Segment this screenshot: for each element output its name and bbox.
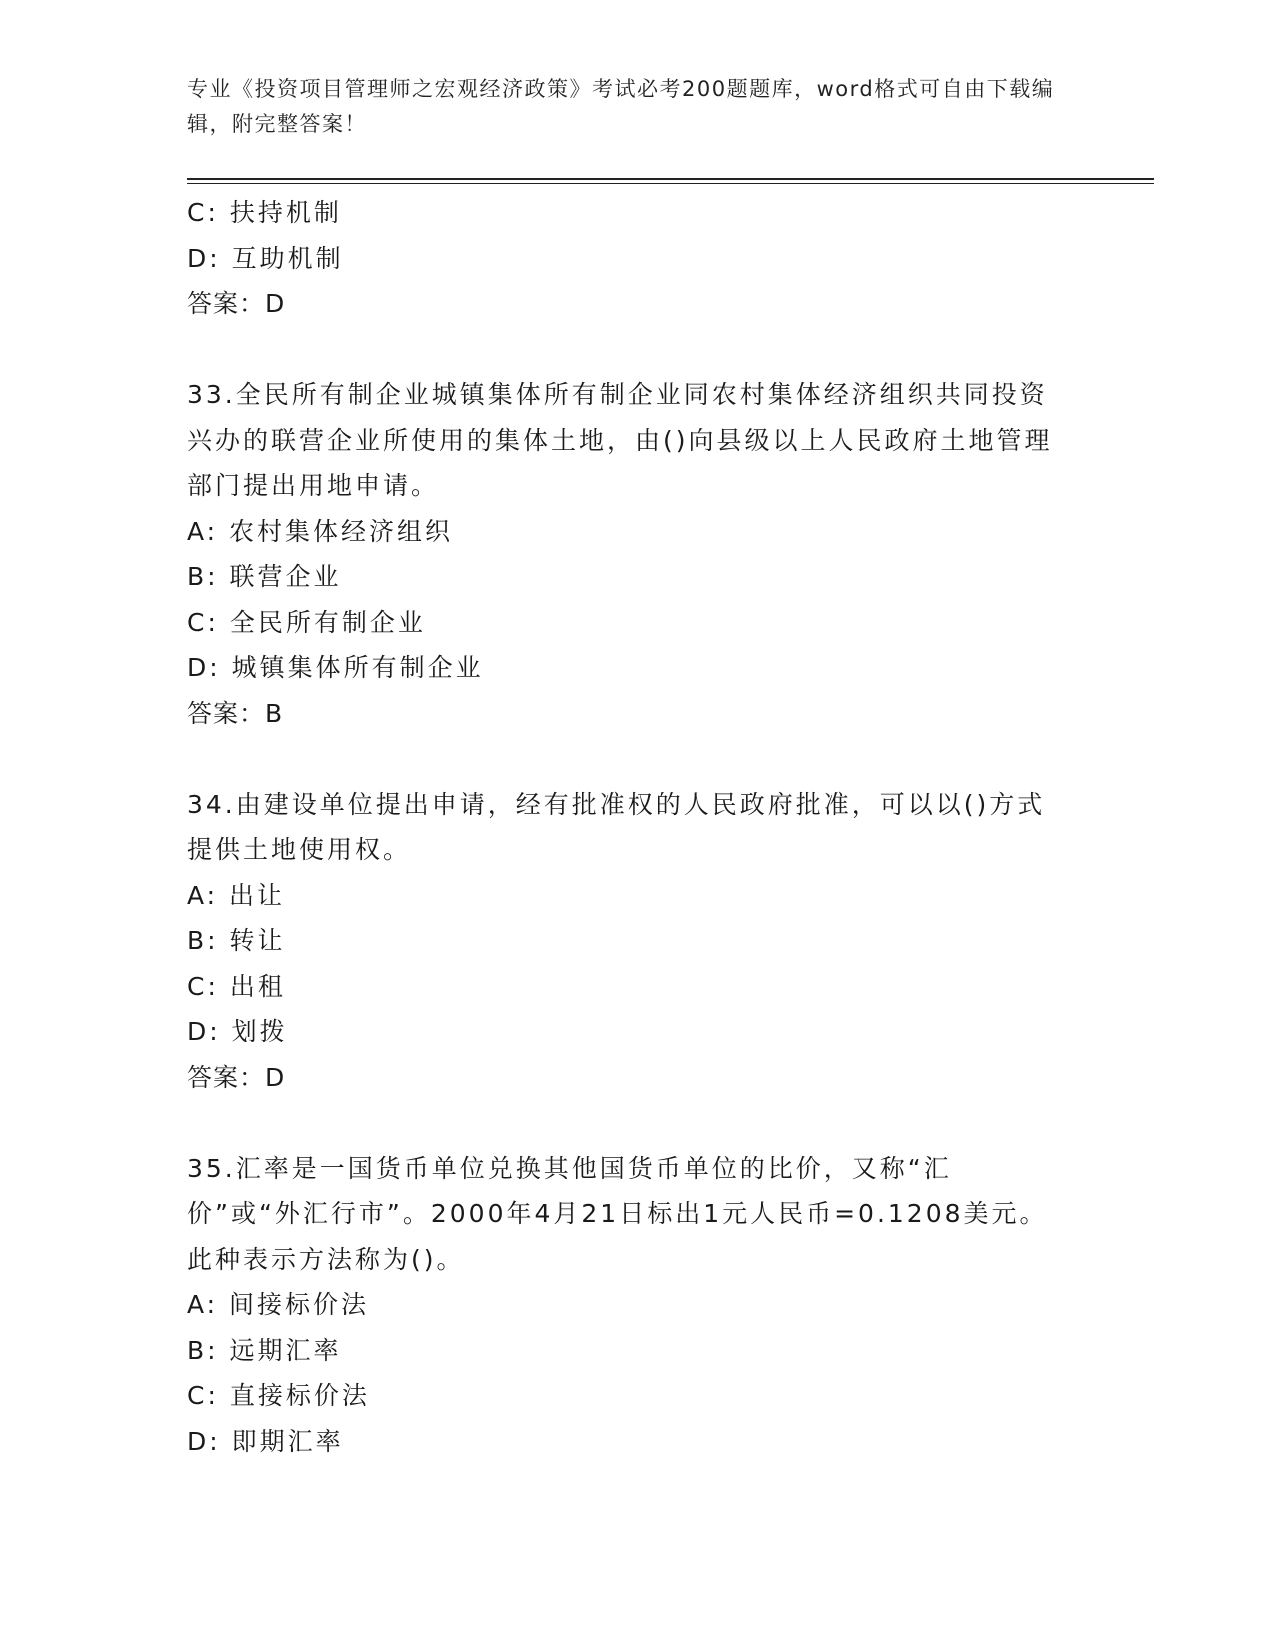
option-d: D: 划拨 [187,1017,288,1046]
option-c: C: 扶持机制 [187,198,342,227]
question-34 [187,782,1067,1101]
header-divider-thick [187,178,1154,180]
question-list [187,190,1067,1464]
option-a: A: 农村集体经济组织 [187,516,454,546]
option-c: C: 全民所有制企业 [187,607,426,637]
question-stem: 35.汇率是一国货币单位兑换其他国货币单位的比价，又称“汇价”或“外汇行市”。2000年4月21日标出1元人民币=0.1208美元。此种表示方法称为()。 [187,1153,1048,1274]
option-d: D: 互助机制 [187,243,344,273]
option-b: B: 远期汇率 [187,1335,342,1365]
question-33 [187,372,1067,736]
spacer [187,736,1067,782]
option-b: B: 联营企业 [187,562,342,591]
header-divider-thin [187,183,1154,184]
spacer [187,327,1067,373]
answer-label: 答案：B [187,698,284,728]
question-35 [187,1146,1067,1465]
option-c: C: 出租 [187,971,286,1001]
answer-label: 答案：D [187,289,286,318]
question-stem: 34.由建设单位提出申请，经有批准权的人民政府批准，可以以()方式提供土地使用权。 [187,789,1046,864]
question-32-tail [187,190,1067,327]
page-header: 专业《投资项目管理师之宏观经济政策》考试必考200题题库，word格式可自由下载编辑，附完整答案！ [187,77,1055,136]
question-stem: 33.全民所有制企业城镇集体所有制企业同农村集体经济组织共同投资兴办的联营企业所使用的集体土地，由()向县级以上人民政府土地管理部门提出用地申请。 [187,380,1053,500]
option-d: D: 城镇集体所有制企业 [187,653,484,682]
option-a: A: 间接标价法 [187,1290,370,1319]
spacer [187,1100,1067,1146]
option-c: C: 直接标价法 [187,1381,370,1410]
option-d: D: 即期汇率 [187,1426,344,1456]
option-a: A: 出让 [187,880,286,910]
option-b: B: 转让 [187,926,286,955]
answer-label: 答案：D [187,1062,286,1092]
